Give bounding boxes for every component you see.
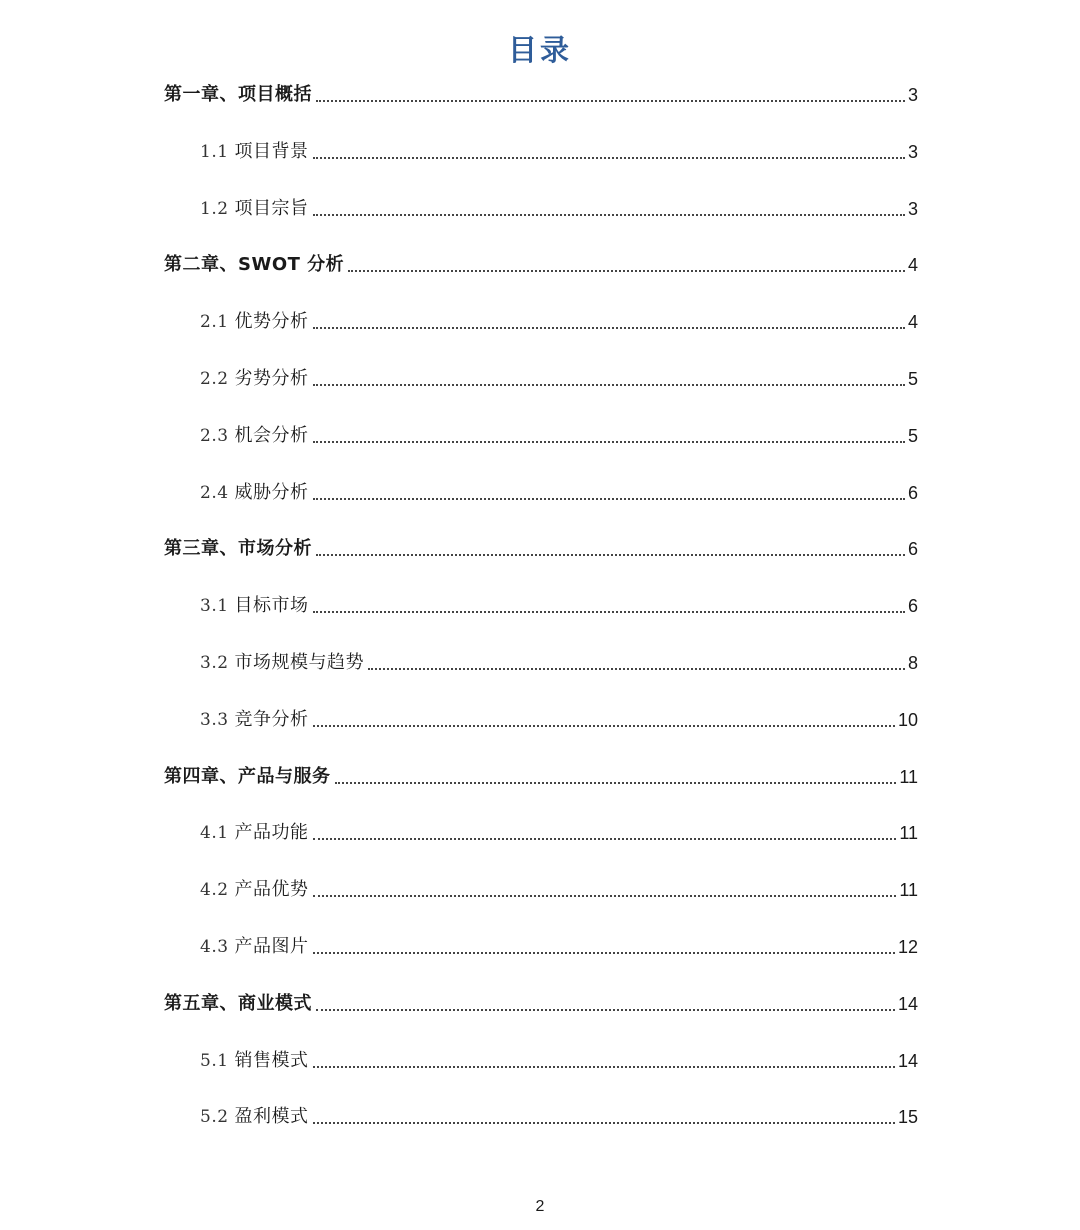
- toc-entry-text: 第三章、市场分析: [164, 538, 312, 560]
- toc-entry-label: [164, 82, 312, 108]
- toc-section-entry[interactable]: [200, 192, 918, 222]
- toc-entry-number: 2.2: [200, 369, 229, 389]
- toc-entry-page: 4: [907, 312, 918, 333]
- toc-entry-label: [200, 934, 309, 960]
- toc-entry-number: 5.2: [200, 1107, 229, 1128]
- toc-entry-page: 12: [897, 937, 918, 957]
- toc-entry-page: 15: [897, 1107, 918, 1128]
- toc-entry-label: [200, 1104, 309, 1130]
- toc-entry-number: 3.1: [200, 596, 229, 617]
- toc-section-entry[interactable]: [200, 930, 918, 960]
- toc-section-entry[interactable]: [200, 646, 918, 676]
- toc-entry-text: 机会分析: [234, 424, 309, 446]
- toc-entry-number: 3.2: [200, 653, 229, 673]
- toc-entry-label: [200, 820, 309, 846]
- toc-section-entry[interactable]: [200, 135, 918, 165]
- toc-section-entry[interactable]: [200, 476, 918, 506]
- toc-section-entry[interactable]: [200, 703, 918, 733]
- toc-entry-label: [164, 252, 344, 278]
- toc-entry-number: 2.1: [200, 312, 229, 333]
- toc-chapter-entry[interactable]: [164, 78, 918, 108]
- toc-entry-text: 项目宗旨: [234, 197, 309, 219]
- toc-entry-page: 6: [907, 596, 918, 617]
- toc-entry-label: [200, 877, 309, 903]
- toc-entry-page: 3: [907, 85, 918, 105]
- toc-entry-number: 4.2: [200, 880, 229, 901]
- toc-chapter-entry[interactable]: [164, 760, 918, 790]
- toc-title: 目录: [507, 33, 572, 67]
- toc-entry-number: 5.1: [200, 1050, 229, 1071]
- toc-entry-page: 8: [907, 653, 918, 673]
- toc-entry-number: 2.4: [200, 482, 229, 503]
- toc-entry-label: [200, 196, 309, 222]
- toc-dot-leader: [313, 837, 897, 840]
- toc-dot-leader: [313, 497, 905, 500]
- toc-section-entry[interactable]: [200, 873, 918, 903]
- toc-dot-leader: [316, 1008, 895, 1011]
- toc-entry-label: [164, 991, 312, 1017]
- toc-entry-number: 2.3: [200, 425, 229, 446]
- toc-entry-label: [200, 1048, 309, 1074]
- toc-dot-leader: [313, 326, 905, 329]
- toc-entry-label: [200, 366, 309, 392]
- toc-dot-leader: [313, 213, 905, 216]
- toc-dot-leader: [313, 440, 905, 443]
- toc-entry-page: 10: [897, 709, 918, 730]
- toc-dot-leader: [313, 1065, 895, 1068]
- toc-entry-number: 1.1: [200, 141, 229, 162]
- toc-entry-text: 产品优势: [234, 879, 309, 901]
- toc-entry-text: 项目背景: [234, 140, 309, 162]
- toc-entry-page: 5: [907, 369, 918, 389]
- toc-dot-leader: [368, 667, 905, 670]
- toc-entry-number: 4.3: [200, 937, 229, 957]
- toc-entry-label: [200, 423, 309, 449]
- toc-entry-text: 竞争分析: [234, 708, 309, 730]
- toc-entry-text: 第五章、商业模式: [164, 992, 312, 1014]
- toc-section-entry[interactable]: [200, 1100, 918, 1130]
- toc-entry-page: 6: [907, 482, 918, 503]
- toc-section-entry[interactable]: [200, 419, 918, 449]
- toc-section-entry[interactable]: [200, 589, 918, 619]
- toc-entry-page: 4: [907, 255, 918, 276]
- toc-entry-page: 14: [897, 993, 918, 1014]
- toc-entry-text: 盈利模式: [234, 1106, 309, 1128]
- toc-entry-text: 威胁分析: [234, 481, 309, 503]
- toc-entry-label: [200, 480, 309, 506]
- toc-entry-text: 目标市场: [234, 595, 309, 617]
- toc-dot-leader: [313, 156, 905, 159]
- toc-entry-text: 产品功能: [234, 822, 309, 844]
- toc-entry-label: [164, 536, 312, 562]
- toc-entry-label: [200, 707, 309, 733]
- toc-entry-page: 11: [899, 766, 918, 787]
- toc-dot-leader: [348, 269, 905, 272]
- toc-dot-leader: [313, 383, 905, 386]
- toc-entry-label: [200, 139, 309, 165]
- toc-entry-text: 市场规模与趋势: [234, 652, 365, 673]
- toc-entry-text: 第四章、产品与服务: [164, 765, 331, 787]
- toc-entry-page: 14: [897, 1050, 918, 1071]
- toc-dot-leader: [316, 99, 905, 102]
- toc-entry-text: 产品图片: [234, 936, 309, 957]
- toc-entry-page: 11: [899, 823, 918, 844]
- toc-entry-label: [200, 309, 309, 335]
- toc-section-entry[interactable]: [200, 816, 918, 846]
- toc-dot-leader: [313, 1121, 895, 1124]
- toc-section-entry[interactable]: [200, 305, 918, 335]
- toc-entry-label: [164, 764, 331, 790]
- toc-entry-text: 优势分析: [234, 311, 309, 333]
- toc-entry-page: 3: [907, 198, 918, 219]
- toc-entry-text: 第一章、项目概括: [164, 84, 312, 105]
- toc-entry-page: 11: [899, 880, 918, 901]
- toc-dot-leader: [313, 610, 905, 613]
- toc-chapter-entry[interactable]: [164, 248, 918, 278]
- toc-chapter-entry[interactable]: [164, 532, 918, 562]
- toc-section-entry[interactable]: [200, 1044, 918, 1074]
- toc-dot-leader: [313, 724, 895, 727]
- toc-entry-label: [200, 593, 309, 619]
- toc-entry-text: 第二章、SWOT 分析: [164, 254, 345, 276]
- toc-entry-page: 3: [907, 141, 918, 162]
- toc-entry-page: 6: [907, 539, 918, 560]
- toc-entry-number: 1.2: [200, 198, 229, 219]
- toc-dot-leader: [313, 894, 897, 897]
- toc-section-entry[interactable]: [200, 362, 918, 392]
- toc-entry-number: 4.1: [200, 823, 229, 844]
- toc-entry-label: [200, 650, 364, 676]
- toc-dot-leader: [316, 553, 905, 556]
- toc-dot-leader: [313, 951, 895, 954]
- toc-dot-leader: [335, 781, 897, 784]
- toc-chapter-entry[interactable]: [164, 987, 918, 1017]
- toc-entry-text: 销售模式: [234, 1049, 309, 1071]
- page-number: 2: [535, 1198, 545, 1215]
- toc-entry-page: 5: [907, 425, 918, 446]
- toc-entry-text: 劣势分析: [234, 368, 309, 389]
- toc-entry-number: 3.3: [200, 709, 229, 730]
